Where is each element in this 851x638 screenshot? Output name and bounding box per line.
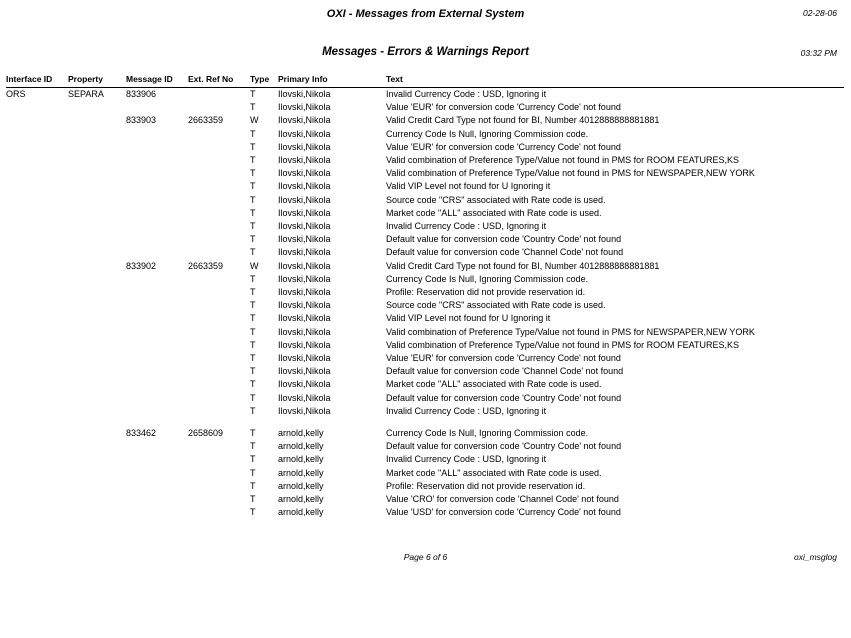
table-row (6, 506, 844, 519)
cell-type: T (250, 441, 256, 452)
cell-interface-id (6, 246, 68, 259)
cell-primary-info: Ilovski,Nikola (278, 405, 331, 416)
cell-primary-info: Ilovski,Nikola (278, 234, 331, 245)
cell-type: T (250, 405, 256, 416)
cell-property (68, 405, 126, 418)
cell-message-id (126, 299, 188, 312)
cell-primary-info: Ilovski,Nikola (278, 89, 331, 99)
cell-text: Source code "CRS" associated with Rate code is used. (386, 300, 606, 311)
cell-property (68, 392, 126, 405)
cell-primary-info: Ilovski,Nikola (278, 207, 331, 218)
cell-interface-id (6, 299, 68, 312)
cell-message-id (126, 101, 188, 114)
table-row (6, 128, 844, 141)
table-row (6, 88, 844, 102)
cell-text: Valid combination of Preference Type/Value not found in PMS for ROOM FEATURES,KS (386, 339, 739, 350)
cell-primary-info: Ilovski,Nikola (278, 141, 331, 152)
cell-property (68, 233, 126, 246)
cell-ext-ref-no: 2663359 (188, 115, 224, 126)
cell-message-id (126, 392, 188, 405)
cell-ext-ref-no (188, 467, 250, 480)
cell-primary-info: arnold,kelly (278, 507, 324, 518)
table-row (6, 427, 844, 440)
cell-primary-info: Ilovski,Nikola (278, 326, 331, 337)
table-row (6, 273, 844, 286)
cell-interface-id (6, 101, 68, 114)
cell-primary-info: arnold,kelly (278, 467, 324, 478)
cell-interface-id (6, 233, 68, 246)
cell-primary-info: Ilovski,Nikola (278, 221, 331, 232)
cell-ext-ref-no (188, 378, 250, 391)
cell-interface-id (6, 114, 68, 127)
cell-interface-id (6, 154, 68, 167)
cell-type: T (250, 89, 256, 99)
cell-type: T (250, 454, 256, 465)
table-row (6, 220, 844, 233)
column-header-primary-info: Primary Info (278, 74, 328, 84)
messages-table (6, 74, 844, 520)
cell-message-id (126, 440, 188, 453)
cell-interface-id (6, 392, 68, 405)
cell-text: Default value for conversion code 'Channel Code' not found (386, 247, 624, 258)
table-row (6, 180, 844, 193)
cell-text: Currency Code Is Null, Ignoring Commission code. (386, 428, 589, 439)
cell-message-id (126, 365, 188, 378)
cell-ext-ref-no (188, 207, 250, 220)
cell-interface-id (6, 440, 68, 453)
cell-property (68, 453, 126, 466)
cell-interface-id (6, 180, 68, 193)
cell-ext-ref-no (188, 88, 250, 102)
cell-property (68, 427, 126, 440)
cell-property (68, 273, 126, 286)
cell-text: Value 'EUR' for conversion code 'Currency Code' not found (386, 141, 621, 152)
cell-type: T (250, 326, 256, 337)
cell-text: Default value for conversion code 'Channel Code' not found (386, 366, 624, 377)
cell-primary-info: arnold,kelly (278, 494, 324, 505)
cell-message-id (126, 167, 188, 180)
cell-interface-id (6, 273, 68, 286)
cell-property (68, 493, 126, 506)
cell-message-id: 833903 (126, 115, 157, 126)
cell-interface-id (6, 312, 68, 325)
cell-ext-ref-no (188, 101, 250, 114)
table-row (6, 286, 844, 299)
cell-primary-info: arnold,kelly (278, 441, 324, 452)
cell-primary-info: Ilovski,Nikola (278, 260, 331, 271)
cell-type: T (250, 273, 256, 284)
cell-property (68, 101, 126, 114)
footer-file-name: oxi_msglog (794, 552, 837, 562)
cell-text: Source code "CRS" associated with Rate code is used. (386, 194, 606, 205)
cell-text: Market code "ALL" associated with Rate code is used. (386, 207, 602, 218)
cell-property (68, 352, 126, 365)
table-row (6, 299, 844, 312)
cell-message-id: 833906 (126, 89, 157, 99)
cell-ext-ref-no (188, 339, 250, 352)
cell-message-id (126, 352, 188, 365)
cell-message-id (126, 273, 188, 286)
cell-message-id (126, 453, 188, 466)
column-header-type: Type (250, 74, 270, 84)
table-row (6, 493, 844, 506)
cell-property (68, 299, 126, 312)
cell-message-id (126, 141, 188, 154)
cell-text: Valid Credit Card Type not found for BI, Number 4012888888881881 (386, 260, 660, 271)
table-row (6, 405, 844, 418)
cell-property (68, 339, 126, 352)
table-row (6, 141, 844, 154)
cell-type: T (250, 379, 256, 390)
cell-message-id (126, 493, 188, 506)
cell-type: T (250, 507, 256, 518)
cell-ext-ref-no (188, 506, 250, 519)
cell-type: T (250, 207, 256, 218)
cell-primary-info: Ilovski,Nikola (278, 273, 331, 284)
cell-text: Invalid Currency Code : USD, Ignoring it (386, 405, 547, 416)
cell-type: T (250, 428, 256, 439)
cell-primary-info: Ilovski,Nikola (278, 379, 331, 390)
cell-interface-id (6, 260, 68, 273)
cell-primary-info: Ilovski,Nikola (278, 366, 331, 377)
cell-interface-id (6, 405, 68, 418)
cell-property: SEPARA (68, 89, 104, 99)
cell-ext-ref-no (188, 392, 250, 405)
cell-property (68, 207, 126, 220)
cell-ext-ref-no: 2663359 (188, 260, 224, 271)
cell-property (68, 220, 126, 233)
cell-interface-id (6, 286, 68, 299)
cell-type: T (250, 168, 256, 179)
cell-interface-id (6, 326, 68, 339)
cell-message-id (126, 467, 188, 480)
footer-page-number: Page 6 of 6 (403, 552, 448, 562)
table-row (6, 392, 844, 405)
report-time: 03:32 PM (800, 48, 837, 58)
column-header-interface-id: Interface ID (6, 74, 53, 84)
table-row (6, 101, 844, 114)
cell-text: Value 'CRO' for conversion code 'Channel Code' not found (386, 494, 619, 505)
cell-type: T (250, 181, 256, 192)
cell-primary-info: Ilovski,Nikola (278, 300, 331, 311)
cell-property (68, 260, 126, 273)
cell-primary-info: Ilovski,Nikola (278, 287, 331, 298)
column-header-ext-ref-no: Ext. Ref No (188, 74, 234, 84)
cell-interface-id (6, 427, 68, 440)
report-title: Messages - Errors & Warnings Report (322, 46, 529, 58)
table-row (6, 167, 844, 180)
cell-property (68, 114, 126, 127)
cell-message-id (126, 378, 188, 391)
cell-primary-info: Ilovski,Nikola (278, 313, 331, 324)
cell-text: Invalid Currency Code : USD, Ignoring it (386, 221, 547, 232)
cell-ext-ref-no (188, 286, 250, 299)
cell-message-id (126, 339, 188, 352)
cell-text: Profile: Reservation did not provide reservation id. (386, 287, 586, 298)
cell-primary-info: arnold,kelly (278, 480, 324, 491)
cell-type: T (250, 102, 256, 113)
cell-primary-info: Ilovski,Nikola (278, 115, 331, 126)
cell-ext-ref-no (188, 440, 250, 453)
cell-primary-info: Ilovski,Nikola (278, 181, 331, 192)
cell-interface-id (6, 480, 68, 493)
table-row (6, 352, 844, 365)
cell-text: Valid combination of Preference Type/Value not found in PMS for NEWSPAPER,NEW YORK (386, 326, 755, 337)
table-row (6, 453, 844, 466)
cell-message-id (126, 180, 188, 193)
cell-ext-ref-no (188, 493, 250, 506)
cell-interface-id (6, 506, 68, 519)
cell-interface-id (6, 352, 68, 365)
cell-interface-id (6, 453, 68, 466)
cell-type: T (250, 353, 256, 364)
cell-message-id: 833902 (126, 260, 157, 271)
cell-text: Default value for conversion code 'Country Code' not found (386, 441, 622, 452)
cell-property (68, 467, 126, 480)
cell-message-id (126, 405, 188, 418)
cell-property (68, 128, 126, 141)
table-header-row (6, 74, 844, 87)
table-header (6, 74, 844, 88)
cell-text: Market code "ALL" associated with Rate code is used. (386, 467, 602, 478)
cell-property (68, 167, 126, 180)
cell-type: T (250, 392, 256, 403)
cell-interface-id (6, 128, 68, 141)
cell-text: Valid combination of Preference Type/Value not found in PMS for ROOM FEATURES,KS (386, 155, 739, 166)
table-row (6, 114, 844, 127)
cell-interface-id (6, 207, 68, 220)
table-row (6, 207, 844, 220)
cell-message-id (126, 312, 188, 325)
cell-type: T (250, 480, 256, 491)
cell-type: T (250, 300, 256, 311)
cell-interface-id (6, 194, 68, 207)
cell-type: W (250, 260, 259, 271)
table-body (6, 88, 844, 520)
table-row (6, 312, 844, 325)
cell-type: T (250, 247, 256, 258)
cell-type: T (250, 287, 256, 298)
cell-ext-ref-no (188, 180, 250, 193)
cell-type: T (250, 366, 256, 377)
cell-property (68, 246, 126, 259)
cell-property (68, 365, 126, 378)
cell-type: T (250, 141, 256, 152)
cell-type: T (250, 221, 256, 232)
cell-primary-info: Ilovski,Nikola (278, 339, 331, 350)
cell-text: Default value for conversion code 'Country Code' not found (386, 392, 622, 403)
cell-ext-ref-no (188, 299, 250, 312)
cell-type: T (250, 194, 256, 205)
cell-message-id: 833462 (126, 428, 157, 439)
cell-text: Market code "ALL" associated with Rate code is used. (386, 379, 602, 390)
cell-message-id (126, 128, 188, 141)
cell-primary-info: Ilovski,Nikola (278, 168, 331, 179)
cell-property (68, 506, 126, 519)
column-header-property: Property (68, 74, 103, 84)
cell-primary-info: Ilovski,Nikola (278, 155, 331, 166)
table-row (6, 194, 844, 207)
cell-ext-ref-no (188, 128, 250, 141)
cell-text: Valid VIP Level not found for U Ignoring it (386, 181, 551, 192)
cell-text: Currency Code Is Null, Ignoring Commission code. (386, 273, 589, 284)
cell-interface-id (6, 467, 68, 480)
cell-ext-ref-no: 2658609 (188, 428, 224, 439)
cell-message-id (126, 194, 188, 207)
table-row (6, 467, 844, 480)
cell-ext-ref-no (188, 246, 250, 259)
cell-interface-id (6, 493, 68, 506)
cell-ext-ref-no (188, 167, 250, 180)
cell-property (68, 326, 126, 339)
table-row (6, 365, 844, 378)
cell-message-id (126, 326, 188, 339)
cell-message-id (126, 233, 188, 246)
cell-property (68, 440, 126, 453)
cell-text: Valid combination of Preference Type/Value not found in PMS for NEWSPAPER,NEW YORK (386, 168, 755, 179)
cell-type: T (250, 339, 256, 350)
cell-type: T (250, 467, 256, 478)
cell-text: Value 'USD' for conversion code 'Currency Code' not found (386, 507, 621, 518)
cell-text: Currency Code Is Null, Ignoring Commission code. (386, 128, 589, 139)
cell-text: Value 'EUR' for conversion code 'Currency Code' not found (386, 102, 621, 113)
table-row (6, 233, 844, 246)
cell-interface-id (6, 141, 68, 154)
cell-property (68, 312, 126, 325)
table-row-spacer (6, 418, 844, 427)
cell-ext-ref-no (188, 273, 250, 286)
cell-message-id (126, 480, 188, 493)
cell-text: Valid VIP Level not found for U Ignoring it (386, 313, 551, 324)
cell-type: T (250, 234, 256, 245)
cell-primary-info: Ilovski,Nikola (278, 128, 331, 139)
cell-type: T (250, 155, 256, 166)
cell-interface-id (6, 365, 68, 378)
cell-interface-id (6, 339, 68, 352)
cell-ext-ref-no (188, 141, 250, 154)
cell-ext-ref-no (188, 154, 250, 167)
table-row (6, 260, 844, 273)
cell-message-id (126, 154, 188, 167)
cell-type: T (250, 494, 256, 505)
cell-interface-id (6, 378, 68, 391)
cell-ext-ref-no (188, 453, 250, 466)
table-row (6, 378, 844, 391)
cell-property (68, 180, 126, 193)
cell-primary-info: Ilovski,Nikola (278, 353, 331, 364)
cell-ext-ref-no (188, 326, 250, 339)
cell-ext-ref-no (188, 312, 250, 325)
report-date: 02-28-06 (802, 8, 837, 18)
cell-message-id (126, 506, 188, 519)
cell-text: Default value for conversion code 'Country Code' not found (386, 234, 622, 245)
cell-text: Invalid Currency Code : USD, Ignoring it (386, 89, 547, 99)
cell-text: Invalid Currency Code : USD, Ignoring it (386, 454, 547, 465)
cell-property (68, 154, 126, 167)
table-row (6, 480, 844, 493)
cell-property (68, 141, 126, 154)
cell-property (68, 194, 126, 207)
table-row (6, 246, 844, 259)
cell-type: T (250, 313, 256, 324)
cell-interface-id (6, 220, 68, 233)
column-header-message-id: Message ID (126, 74, 173, 84)
cell-ext-ref-no (188, 220, 250, 233)
cell-interface-id: ORS (6, 89, 26, 99)
table-row (6, 440, 844, 453)
cell-type: T (250, 128, 256, 139)
table-row (6, 326, 844, 339)
cell-message-id (126, 207, 188, 220)
cell-primary-info: arnold,kelly (278, 454, 324, 465)
cell-primary-info: arnold,kelly (278, 428, 324, 439)
cell-ext-ref-no (188, 365, 250, 378)
cell-primary-info: Ilovski,Nikola (278, 247, 331, 258)
column-header-text: Text (386, 74, 403, 84)
cell-property (68, 378, 126, 391)
cell-ext-ref-no (188, 194, 250, 207)
cell-ext-ref-no (188, 405, 250, 418)
cell-ext-ref-no (188, 480, 250, 493)
cell-text: Value 'EUR' for conversion code 'Currency Code' not found (386, 353, 621, 364)
cell-text: Valid Credit Card Type not found for BI, Number 4012888888881881 (386, 115, 660, 126)
cell-type: W (250, 115, 259, 126)
cell-primary-info: Ilovski,Nikola (278, 102, 331, 113)
table-row (6, 154, 844, 167)
cell-property (68, 286, 126, 299)
cell-interface-id (6, 167, 68, 180)
cell-primary-info: Ilovski,Nikola (278, 194, 331, 205)
cell-message-id (126, 220, 188, 233)
cell-ext-ref-no (188, 352, 250, 365)
cell-message-id (126, 286, 188, 299)
system-title: OXI - Messages from External System (326, 8, 525, 20)
cell-ext-ref-no (188, 233, 250, 246)
table-row (6, 339, 844, 352)
cell-text: Profile: Reservation did not provide reservation id. (386, 480, 586, 491)
cell-message-id (126, 246, 188, 259)
cell-primary-info: Ilovski,Nikola (278, 392, 331, 403)
cell-property (68, 480, 126, 493)
